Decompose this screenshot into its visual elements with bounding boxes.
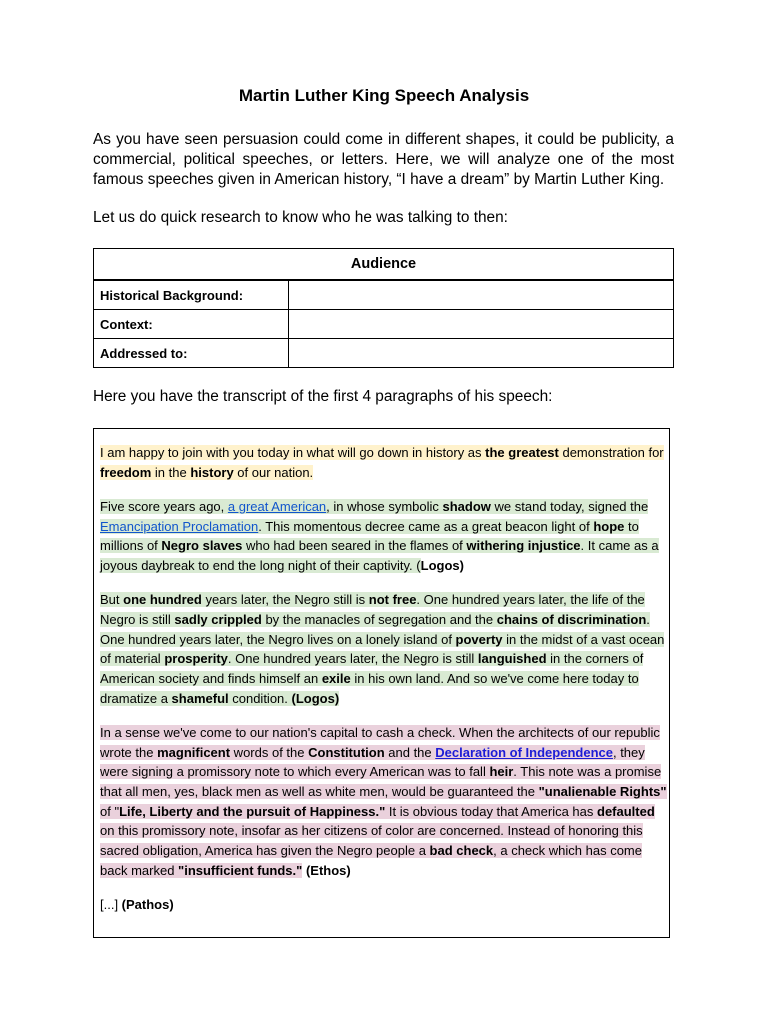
page-title: Martin Luther King Speech Analysis — [238, 86, 530, 105]
speech-text: . One hundred years later, the Negro is still — [227, 651, 478, 667]
speech-text: we stand today, signed the — [490, 498, 649, 514]
highlight-word: history — [190, 464, 234, 480]
speech-text: in the corners of American society and finds himself an — [100, 651, 644, 687]
transcript-prompt: Here you have the transcript of the first 4 paragraphs of his speech: — [93, 388, 553, 405]
intro-paragraph: As you have seen persuasion could come in different shapes, it could be publicity, a commercial, political speeches, or letters. Here, we will analyze one of the most famous speeches given in American history, “I have a dream” by Martin Luther King. — [93, 131, 674, 188]
speech-text: It is obvious today that America has — [385, 803, 598, 819]
speech-transcript-box — [93, 428, 670, 938]
great-american-link[interactable]: a great American — [227, 498, 327, 514]
historical-background-field[interactable] — [289, 280, 674, 310]
appeal-tag-logos: (Logos) — [291, 690, 340, 706]
speech-text: . One hundred years later, the Negro lives on a lonely island of — [100, 611, 650, 647]
declaration-of-independence-link[interactable]: Declaration of Independence — [435, 744, 613, 760]
speech-text: Five score years ago, — [100, 498, 228, 514]
highlight-word: chains of discrimination — [496, 611, 647, 627]
addressed-to-field[interactable] — [289, 339, 674, 368]
speech-text: words of the — [230, 744, 309, 760]
highlight-word: shadow — [442, 498, 491, 514]
context-field[interactable] — [289, 310, 674, 339]
highlight-word: magnificent — [157, 744, 231, 760]
audience-table-header: Audience — [94, 249, 674, 281]
highlight-word: sadly crippled — [174, 611, 262, 627]
highlight-word: languished — [477, 651, 547, 667]
highlight-word: the greatest — [485, 445, 559, 460]
speech-text: , in whose symbolic — [326, 498, 443, 514]
speech-text: demonstration for — [558, 445, 664, 460]
speech-paragraph-3 — [100, 590, 669, 708]
speech-text: , a check which has come back marked — [100, 843, 642, 878]
speech-text: and the — [384, 744, 436, 760]
speech-paragraph-5 — [100, 895, 669, 915]
speech-text: of " — [100, 803, 120, 819]
speech-text: in his own land. And so we've come here today to dramatize a — [100, 671, 639, 706]
speech-text: by the manacles of segregation and the — [261, 611, 497, 627]
speech-text: I am happy to join with you today in what will go down in history as — [100, 445, 486, 460]
speech-paragraph-4 — [100, 723, 669, 881]
speech-text: In a sense we've come to our nation's capital to cash a check. When the architects of our republic wrote the — [100, 724, 660, 760]
highlight-word: "unalienable Rights" — [538, 784, 667, 800]
highlight-word: hope — [593, 518, 625, 534]
speech-text: [...] — [100, 897, 122, 913]
highlight-word: exile — [321, 671, 351, 687]
speech-paragraph-2 — [100, 497, 669, 576]
speech-text: . One hundred years later, the life of the Negro is still — [100, 592, 645, 627]
highlight-word: "insufficient funds." — [178, 862, 303, 878]
highlight-word: defaulted — [597, 803, 655, 819]
speech-text: . It came as a joyous daybreak to end the long night of their captivity. ( — [100, 538, 659, 574]
speech-text: in the midst of a vast ocean of material — [100, 631, 665, 667]
highlight-word: shameful — [171, 690, 229, 706]
speech-text: on this promissory note, insofar as her citizens of color are concerned. Instead of honoring this sacred obligation, America has given the Negro people a — [100, 823, 643, 859]
highlight-word: poverty — [455, 631, 503, 647]
highlight-word: prosperity — [164, 651, 228, 667]
table-row — [94, 280, 674, 310]
speech-text: years later, the Negro still is — [201, 592, 369, 608]
speech-text: , they were signing a promissory note to which every American was to fall — [100, 744, 645, 780]
highlight-word: Negro slaves — [161, 538, 243, 554]
highlight-word: freedom — [100, 464, 152, 480]
speech-text: condition. — [228, 690, 292, 706]
appeal-tag-pathos: (Pathos) — [121, 897, 174, 913]
speech-text: who had been seared in the flames of — [242, 538, 467, 554]
speech-text: . This note was a promise that all men, yes, black men as well as white men, would be guaranteed the — [100, 764, 662, 800]
table-row — [94, 339, 674, 368]
speech-text: of our nation. — [233, 464, 314, 480]
appeal-tag-ethos: (Ethos) — [305, 862, 351, 878]
highlight-word: one hundred — [123, 592, 202, 608]
row-label-historical-background: Historical Background: — [94, 280, 289, 310]
highlight-word: heir — [489, 764, 514, 780]
table-row — [94, 310, 674, 339]
emancipation-proclamation-link[interactable]: Emancipation Proclamation — [100, 518, 259, 534]
row-label-context: Context: — [94, 310, 289, 339]
speech-text: in the — [151, 464, 191, 480]
row-label-addressed-to: Addressed to: — [94, 339, 289, 368]
speech-paragraph-1 — [100, 443, 669, 482]
highlight-word: withering injustice — [466, 538, 581, 554]
highlight-word: bad check — [429, 843, 494, 859]
speech-text: to millions of — [100, 518, 639, 554]
appeal-tag-logos: Logos) — [420, 558, 464, 574]
speech-text: . This momentous decree came as a great beacon light of — [258, 518, 594, 534]
highlight-word: Constitution — [308, 744, 385, 760]
speech-text: But — [100, 592, 124, 608]
research-prompt: Let us do quick research to know who he was talking to then: — [93, 209, 508, 226]
highlight-word: Life, Liberty and the pursuit of Happiness." — [119, 803, 386, 819]
audience-table — [93, 248, 674, 368]
highlight-word: not free — [368, 592, 417, 608]
